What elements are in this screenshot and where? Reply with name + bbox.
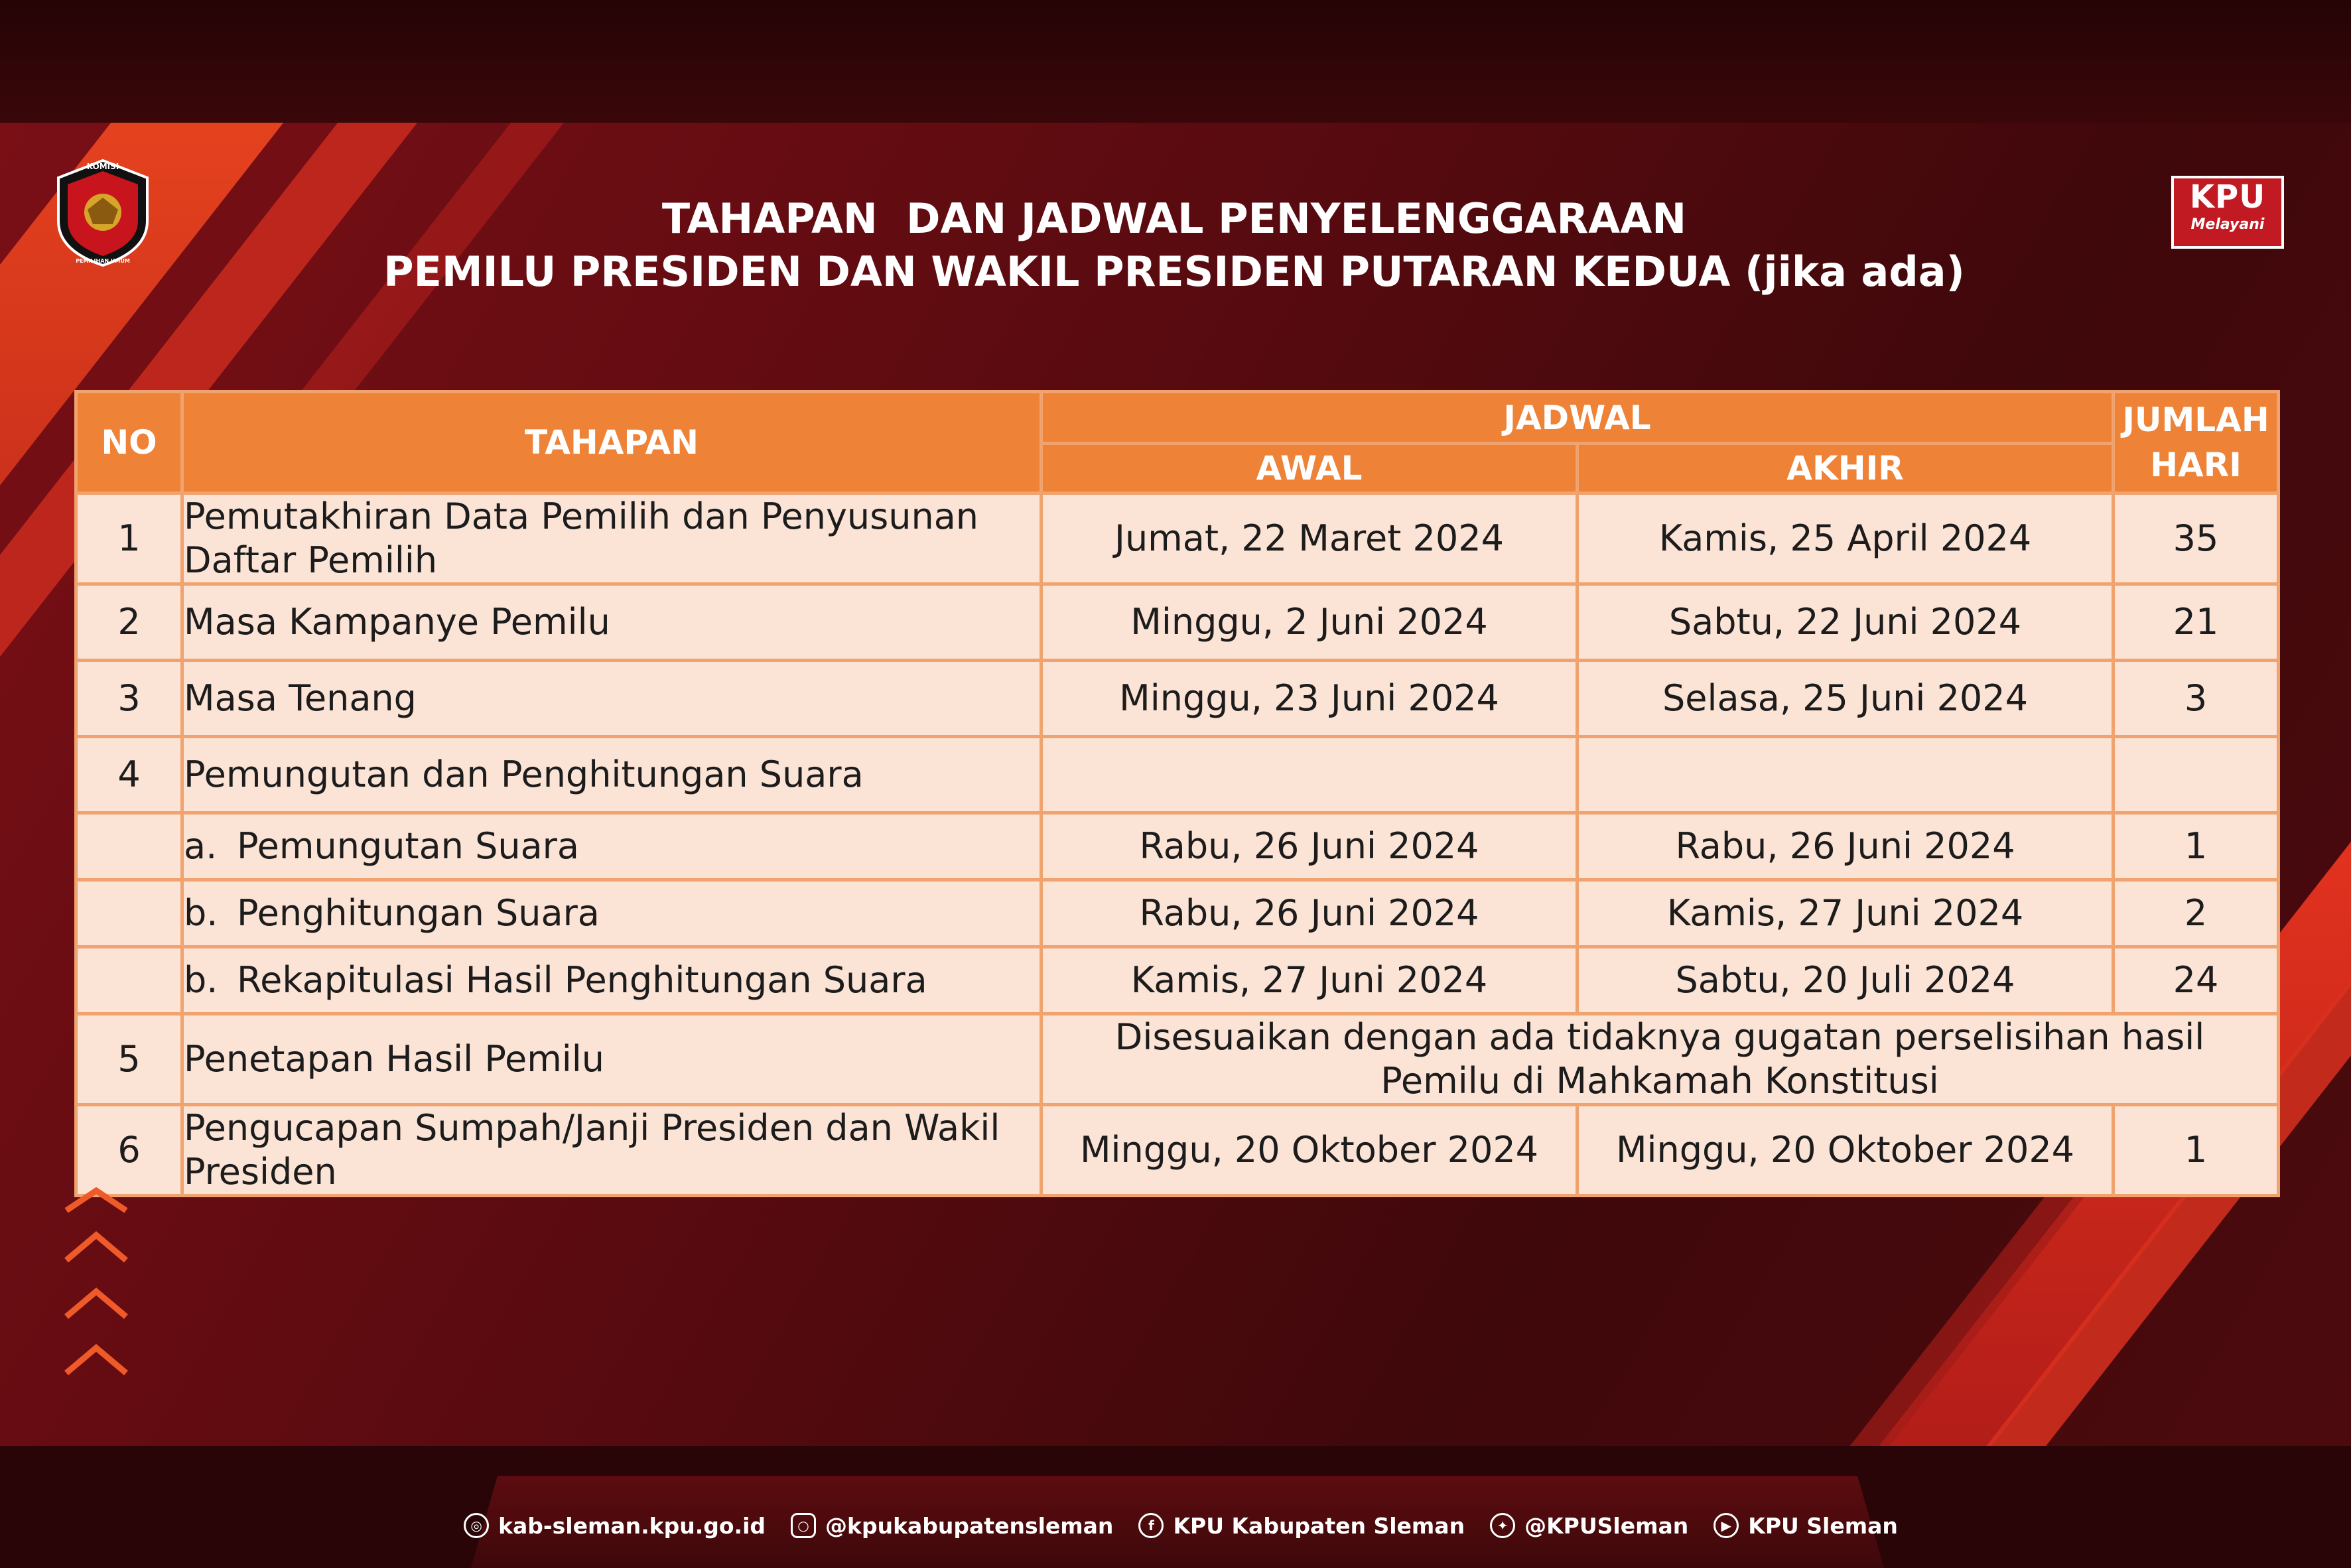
cell-hari (2114, 737, 2279, 813)
cell-tahapan: Masa Kampanye Pemilu (182, 584, 1041, 661)
cell-akhir: Kamis, 27 Juni 2024 (1578, 880, 2114, 947)
cell-tahapan: Masa Tenang (182, 661, 1041, 737)
cell-tahapan: Pemungutan dan Penghitungan Suara (182, 737, 1041, 813)
table-row (76, 661, 2279, 737)
cell-tahapan: Penetapan Hasil Pemilu (182, 1014, 1041, 1105)
cell-tahapan: Pengucapan Sumpah/Janji Presiden dan Wakil Presiden (182, 1105, 1041, 1196)
header-no: NO (76, 392, 182, 493)
logo-text-bottom: PEMILIHAN UMUM (76, 258, 130, 264)
youtube-icon: ▶ (1713, 1513, 1739, 1538)
cell-tahapan (182, 880, 1041, 947)
cell-awal (1041, 737, 1578, 813)
kpu-melayani-logo (2171, 176, 2284, 249)
cell-awal: Jumat, 22 Maret 2024 (1041, 493, 1578, 584)
cell-hari: 21 (2114, 584, 2279, 661)
cell-hari: 35 (2114, 493, 2279, 584)
page-title (252, 192, 2096, 298)
kpu-emblem-logo (53, 158, 153, 267)
top-band (0, 0, 2351, 123)
footer-facebook-text: KPU Kabupaten Sleman (1173, 1512, 1465, 1539)
cell-hari: 2 (2114, 880, 2279, 947)
cell-awal: Kamis, 27 Juni 2024 (1041, 947, 1578, 1014)
chevron-up-icon (60, 1340, 133, 1380)
table-row (76, 584, 2279, 661)
cell-hari: 3 (2114, 661, 2279, 737)
title-line-1: TAHAPAN DAN JADWAL PENYELENGGARAAN (661, 194, 1687, 243)
kpu-melayani-small: Melayani (2190, 216, 2265, 233)
cell-no (76, 947, 182, 1014)
table-row (76, 737, 2279, 813)
chevron-up-icon (60, 1187, 133, 1214)
title-line-2: PEMILU PRESIDEN DAN WAKIL PRESIDEN PUTARAN KEDUA (jika ada) (383, 247, 1965, 296)
sub-letter: a. (184, 825, 218, 867)
header-tahapan: TAHAPAN (182, 392, 1041, 493)
cell-akhir: Selasa, 25 Juni 2024 (1578, 661, 2114, 737)
footer-facebook[interactable] (1138, 1513, 1465, 1539)
cell-no: 2 (76, 584, 182, 661)
sub-letter: b. (184, 892, 218, 934)
cell-tahapan (182, 813, 1041, 880)
table-row (76, 1105, 2279, 1196)
cell-no (76, 880, 182, 947)
footer-instagram[interactable] (791, 1513, 1113, 1539)
footer-instagram-text: @kpukabupatensleman (825, 1512, 1114, 1539)
cell-hari: 1 (2114, 1105, 2279, 1196)
facebook-icon: f (1138, 1513, 1164, 1538)
footer-twitter-text: @KPUSleman (1524, 1512, 1689, 1539)
footer-youtube[interactable] (1713, 1513, 1898, 1539)
cell-tahapan: Pemutakhiran Data Pemilih dan Penyusunan Daftar Pemilih (182, 493, 1041, 584)
table-row (76, 493, 2279, 584)
cell-no: 1 (76, 493, 182, 584)
cell-hari: 1 (2114, 813, 2279, 880)
cell-merged-note: Disesuaikan dengan ada tidaknya gugatan perselisihan hasil Pemilu di Mahkamah Konstitusi (1041, 1014, 2279, 1105)
table-row (76, 947, 2279, 1014)
kpu-melayani-big: KPU (2189, 178, 2266, 216)
cell-akhir: Kamis, 25 April 2024 (1578, 493, 2114, 584)
chevron-up-icon (60, 1283, 133, 1323)
cell-akhir (1578, 737, 2114, 813)
cell-hari: 24 (2114, 947, 2279, 1014)
twitter-icon: ✦ (1490, 1513, 1515, 1538)
table-row (76, 813, 2279, 880)
cell-no: 6 (76, 1105, 182, 1196)
globe-icon: ◎ (464, 1513, 489, 1538)
header-jumlah-hari: JUMLAH HARI (2114, 392, 2279, 493)
cell-no: 4 (76, 737, 182, 813)
footer-twitter[interactable] (1490, 1513, 1688, 1539)
cell-awal: Rabu, 26 Juni 2024 (1041, 880, 1578, 947)
sub-letter: b. (184, 959, 218, 1001)
logo-text-top: KOMISI (86, 162, 119, 171)
cell-awal: Minggu, 20 Oktober 2024 (1041, 1105, 1578, 1196)
sub-label: Pemungutan Suara (237, 825, 579, 867)
footer-website[interactable] (464, 1513, 766, 1539)
cell-awal: Minggu, 2 Juni 2024 (1041, 584, 1578, 661)
cell-no: 5 (76, 1014, 182, 1105)
sub-label: Rekapitulasi Hasil Penghitungan Suara (237, 959, 927, 1001)
header-awal: AWAL (1041, 444, 1578, 493)
cell-awal: Rabu, 26 Juni 2024 (1041, 813, 1578, 880)
table-row (76, 1014, 2279, 1105)
footer-youtube-text: KPU Sleman (1748, 1512, 1898, 1539)
cell-no: 3 (76, 661, 182, 737)
cell-akhir: Minggu, 20 Oktober 2024 (1578, 1105, 2114, 1196)
schedule-table (74, 390, 2280, 1197)
instagram-icon: ○ (791, 1513, 816, 1538)
table-row (76, 880, 2279, 947)
footer-website-text: kab-sleman.kpu.go.id (498, 1512, 766, 1539)
cell-awal: Minggu, 23 Juni 2024 (1041, 661, 1578, 737)
cell-no (76, 813, 182, 880)
chevron-up-icon (60, 1227, 133, 1267)
cell-akhir: Rabu, 26 Juni 2024 (1578, 813, 2114, 880)
sub-label: Penghitungan Suara (237, 892, 600, 934)
footer-social-bar (470, 1506, 1898, 1545)
cell-akhir: Sabtu, 20 Juli 2024 (1578, 947, 2114, 1014)
cell-tahapan (182, 947, 1041, 1014)
cell-akhir: Sabtu, 22 Juni 2024 (1578, 584, 2114, 661)
header-akhir: AKHIR (1578, 444, 2114, 493)
header-jadwal: JADWAL (1041, 392, 2114, 444)
